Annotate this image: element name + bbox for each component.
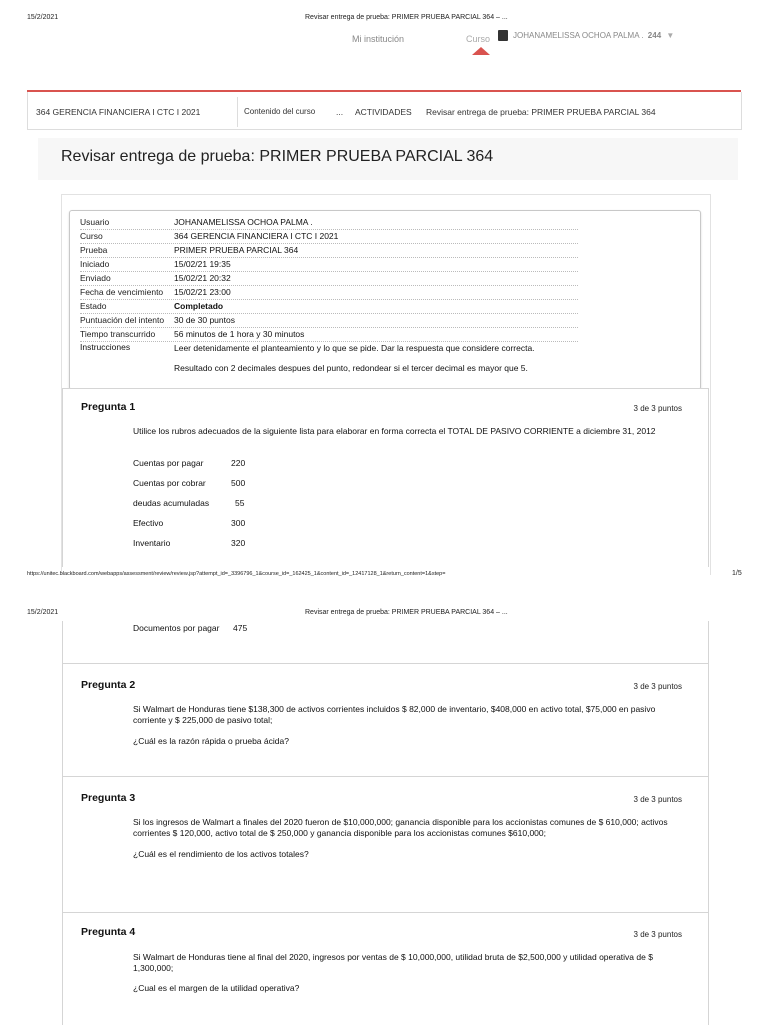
user-name[interactable]: JOHANAMELISSA OCHOA PALMA . 244 ▼ <box>513 31 675 40</box>
avatar[interactable] <box>498 30 508 41</box>
chevron-down-icon[interactable]: ▼ <box>666 31 675 40</box>
breadcrumb-item-activities[interactable]: ACTIVIDADES <box>355 107 412 117</box>
question-title: Pregunta 3 <box>81 792 136 804</box>
breadcrumb-item-content[interactable]: Contenido del curso <box>244 107 316 116</box>
summary-row-vencimiento: Fecha de vencimiento 15/02/21 23:00 <box>80 286 578 300</box>
breadcrumb-course[interactable]: 364 GERENCIA FINANCIERA I CTC I 2021 <box>36 107 201 117</box>
active-tab-indicator <box>472 47 490 55</box>
question-text: Si Walmart de Honduras tiene $138,300 de activos corrientes incluidos $ 82,000 de inventario, $408,000 en activo total, $75,000 en pasivo corriente y $ 225,000 de pasivo total; <box>133 704 656 725</box>
print-footer-url: https://unitec.blackboard.com/webapps/assessment/review/review.jsp?attempt_id=_3396796_1&course_id=_162425_1&content_id=_12417128_1&return_content=1&step= <box>27 571 446 577</box>
list-item: Documentos por pagar 475 <box>133 623 248 633</box>
instructions-line-2: Resultado con 2 decimales despues del punto, redondear si el tercer decimal es mayor que 5. <box>174 363 528 373</box>
list-item: Cuentas por pagar 220 <box>133 458 246 468</box>
summary-row-estado: Estado Completado <box>80 300 578 314</box>
print-date-page-2: 15/2/2021 <box>27 609 59 616</box>
breadcrumb-item-ellipsis[interactable]: ... <box>336 107 344 117</box>
print-title: Revisar entrega de prueba: PRIMER PRUEBA PARCIAL 364 – ... <box>305 14 508 21</box>
summary-row-usuario: Usuario JOHANAMELISSA OCHOA PALMA . <box>80 216 578 230</box>
nav-institution[interactable]: Mi institución <box>352 34 405 44</box>
print-date: 15/2/2021 <box>27 14 59 21</box>
list-item: Efectivo 300 <box>133 518 246 528</box>
question-text: Si los ingresos de Walmart a finales del 2020 fueron de $10,000,000; ganancia disponible para los accionistas comunes de $ 610,000; activos corrientes $ 120,000, activo total de $ 250,000 y ganancia disponible para los accionistas comunes $610,000; <box>133 817 668 838</box>
breadcrumb-divider <box>237 97 238 127</box>
question-points: 3 de 3 puntos <box>633 404 682 413</box>
question-card-1 <box>62 388 709 567</box>
instructions-line-1: Leer detenidamente el planteamiento y lo que se pide. Dar la respuesta que considere correcta. <box>174 343 535 353</box>
summary-row-enviado: Enviado 15/02/21 20:32 <box>80 272 578 286</box>
list-item: Cuentas por cobrar 500 <box>133 478 246 488</box>
nav-course[interactable]: Curso <box>466 34 491 44</box>
print-page-number: 1/5 <box>732 570 742 577</box>
question-prompt: ¿Cuál es el rendimiento de los activos totales? <box>133 849 309 859</box>
question-points: 3 de 3 puntos <box>633 930 682 939</box>
summary-row-iniciado: Iniciado 15/02/21 19:35 <box>80 258 578 272</box>
page-title: Revisar entrega de prueba: PRIMER PRUEBA PARCIAL 364 <box>61 148 494 165</box>
instructions-label: Instrucciones <box>80 342 131 352</box>
question-text: Utilice los rubros adecuados de la siguiente lista para elaborar en forma correcta el TOTAL DE PASIVO CORRIENTE a diciembre 31, 2012 <box>133 426 656 436</box>
question-points: 3 de 3 puntos <box>633 795 682 804</box>
question-title: Pregunta 1 <box>81 401 136 413</box>
list-item: Inventario 320 <box>133 538 246 548</box>
list-item: deudas acumuladas 55 <box>133 498 245 508</box>
summary-row-tiempo: Tiempo transcurrido 56 minutos de 1 hora y 30 minutos <box>80 328 578 342</box>
question-points: 3 de 3 puntos <box>633 682 682 691</box>
breadcrumb-item-current: Revisar entrega de prueba: PRIMER PRUEBA PARCIAL 364 <box>426 107 656 117</box>
summary-row-puntuacion: Puntuación del intento 30 de 30 puntos <box>80 314 578 328</box>
print-title-page-2: Revisar entrega de prueba: PRIMER PRUEBA PARCIAL 364 – ... <box>305 609 508 616</box>
question-card-2 <box>62 663 709 777</box>
question-prompt: ¿Cuál es la razón rápida o prueba ácida? <box>133 736 289 746</box>
question-text: Si Walmart de Honduras tiene al final del 2020, ingresos por ventas de $ 10,000,000, utilidad bruta de $2,500,000 y utilidad operativa de $ 1,300,000; <box>133 952 653 973</box>
question-title: Pregunta 4 <box>81 926 136 938</box>
question-card-1-continued <box>62 621 709 663</box>
question-title: Pregunta 2 <box>81 679 136 691</box>
question-prompt: ¿Cual es el margen de la utilidad operativa? <box>133 983 300 993</box>
question-card-4 <box>62 912 709 1025</box>
summary-row-curso: Curso 364 GERENCIA FINANCIERA I CTC I 2021 <box>80 230 578 244</box>
summary-row-prueba: Prueba PRIMER PRUEBA PARCIAL 364 <box>80 244 578 258</box>
question-card-3 <box>62 776 709 913</box>
user-count-badge: 244 <box>647 31 662 40</box>
